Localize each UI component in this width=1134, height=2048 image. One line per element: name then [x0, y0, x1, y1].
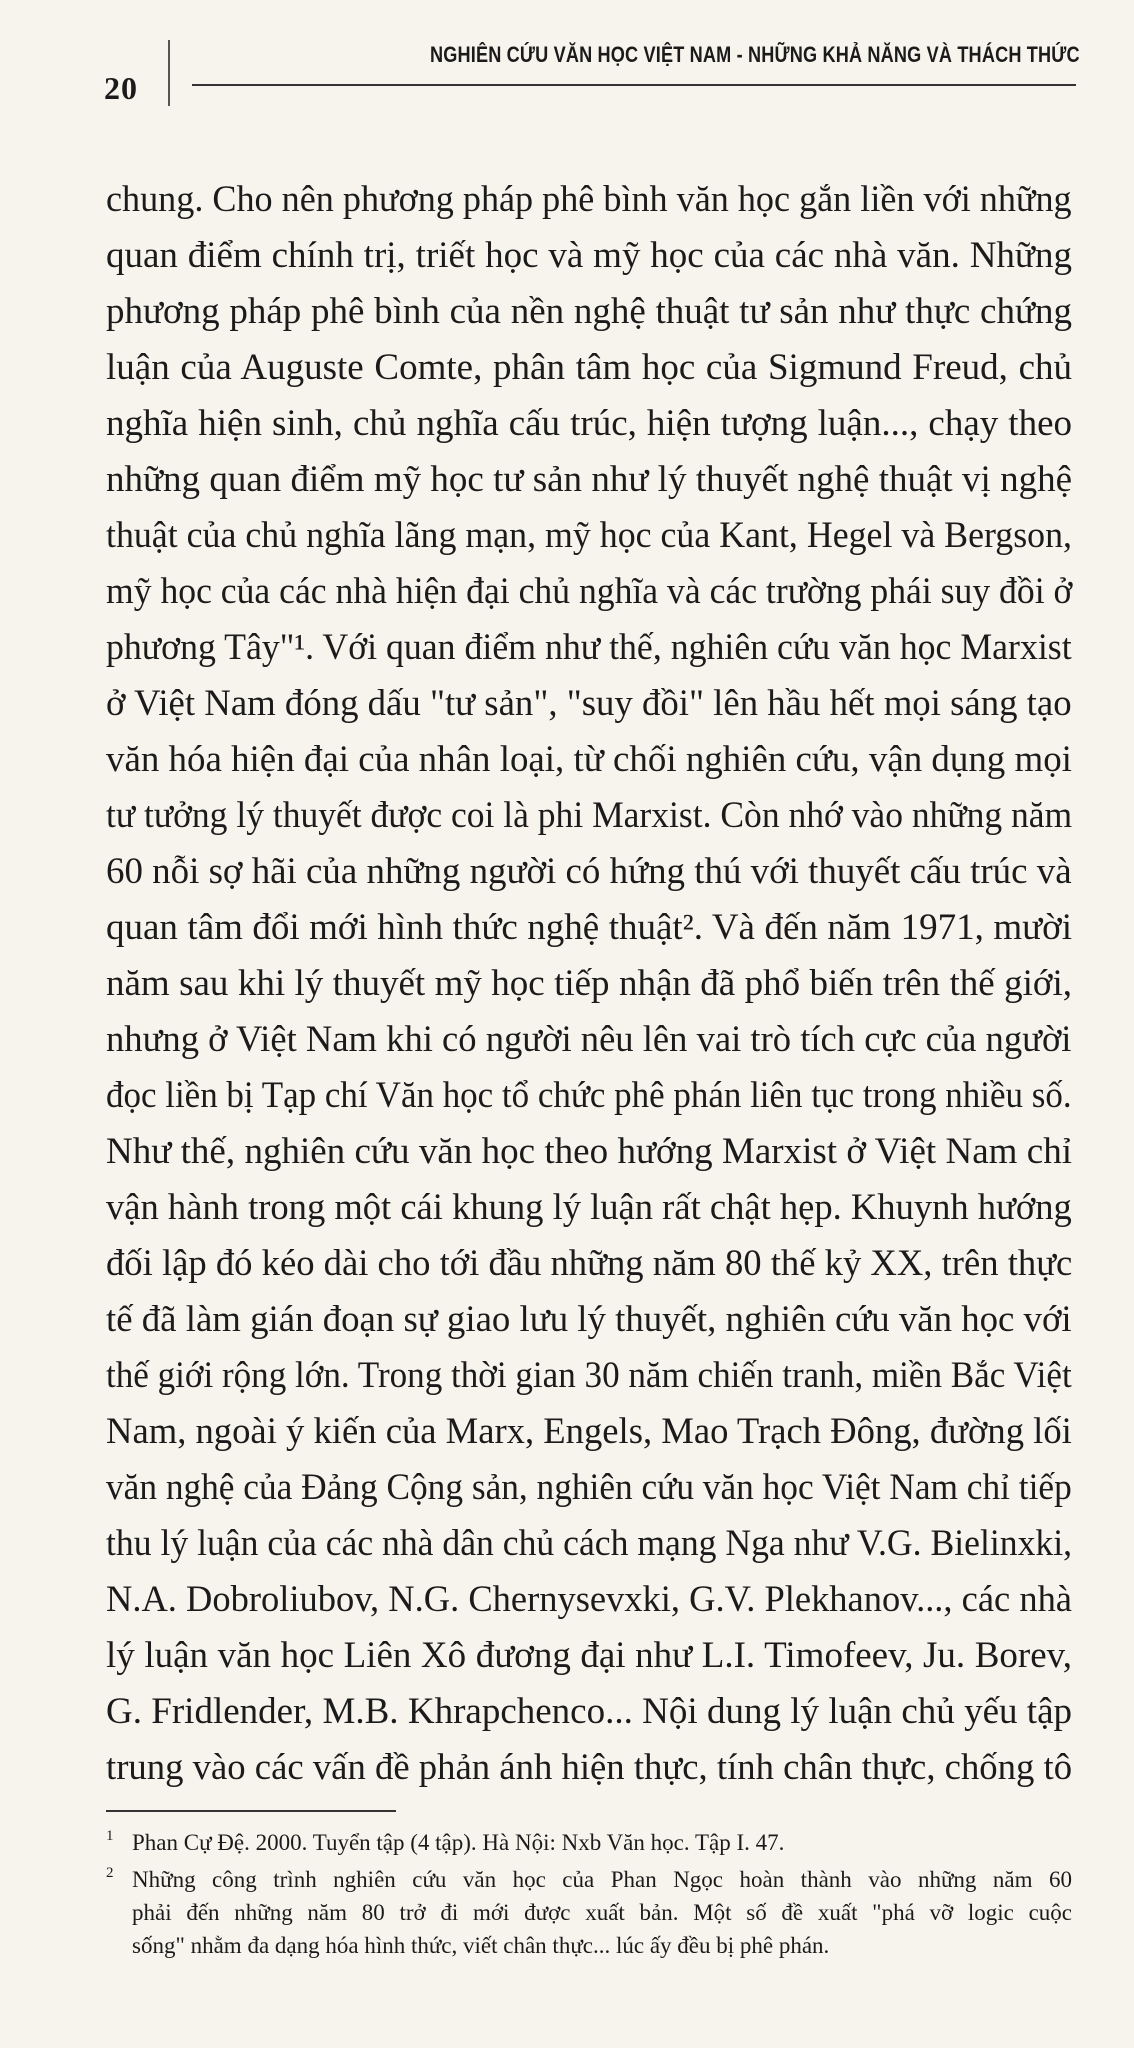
text-line: Nam, ngoài ý kiến của Marx, Engels, Mao Trạch Đông, đường lối	[106, 1411, 1072, 1452]
text-line: N.A. Dobroliubov, N.G. Chernysevxki, G.V. Plekhanov..., các nhà	[106, 1579, 1073, 1620]
text-line: nghĩa hiện sinh, chủ nghĩa cấu trúc, hiện tượng luận..., chạy theo	[106, 403, 1072, 444]
text-line: mỹ học của các nhà hiện đại chủ nghĩa và các trường phái suy đồi ở	[106, 571, 1073, 612]
text-line: thu lý luận của các nhà dân chủ cách mạng Nga như V.G. Bielinxki,	[106, 1523, 1073, 1564]
text-line: phương pháp phê bình của nền nghệ thuật tư sản như thực chứng	[106, 291, 1072, 332]
text-line: quan điểm chính trị, triết học và mỹ học của các nhà văn. Những	[106, 235, 1072, 276]
text-line: G. Fridlender, M.B. Khrapchenco... Nội dung lý luận chủ yếu tập	[106, 1691, 1072, 1732]
footnote-mark: 1	[106, 1828, 114, 1844]
running-title: NGHIÊN CỨU VĂN HỌC VIỆT NAM - NHỮNG KHẢ NĂNG VÀ THÁCH THỨC	[430, 42, 1080, 67]
text-line: vận hành trong một cái khung lý luận rất chật hẹp. Khuynh hướng	[106, 1187, 1072, 1228]
text-line: thuật của chủ nghĩa lãng mạn, mỹ học của Kant, Hegel và Bergson,	[106, 515, 1072, 556]
text-line: đối lập đó kéo dài cho tới đầu những năm 80 thế kỷ XX, trên thực	[106, 1243, 1073, 1284]
text-line: văn nghệ của Đảng Cộng sản, nghiên cứu văn học Việt Nam chỉ tiếp	[106, 1467, 1072, 1508]
text-line: nhưng ở Việt Nam khi có người nêu lên vai trò tích cực của người	[106, 1019, 1072, 1060]
text-line: tế đã làm gián đoạn sự giao lưu lý thuyết, nghiên cứu văn học với	[106, 1299, 1072, 1340]
text-line: năm sau khi lý thuyết mỹ học tiếp nhận đã phổ biến trên thế giới,	[106, 963, 1072, 1004]
text-line: quan tâm đổi mới hình thức nghệ thuật². Và đến năm 1971, mười	[106, 907, 1072, 948]
text-line: tư tưởng lý thuyết được coi là phi Marxist. Còn nhớ vào những năm	[106, 795, 1073, 836]
text-line: thế giới rộng lớn. Trong thời gian 30 năm chiến tranh, miền Bắc Việt	[106, 1355, 1072, 1396]
footnote-mark: 2	[106, 1865, 114, 1881]
header-vertical-divider	[168, 40, 170, 106]
page-number: 20	[104, 70, 138, 106]
text-line: luận của Auguste Comte, phân tâm học của Sigmund Freud, chủ	[106, 347, 1072, 388]
header-rule	[192, 84, 1076, 86]
text-line: những quan điểm mỹ học tư sản như lý thuyết nghệ thuật vị nghệ	[106, 459, 1072, 500]
text-line: đọc liền bị Tạp chí Văn học tổ chức phê phán liên tục trong nhiều số.	[106, 1075, 1072, 1116]
text-line: lý luận văn học Liên Xô đương đại như L.I. Timofeev, Ju. Borev,	[106, 1635, 1072, 1676]
text-line: chung. Cho nên phương pháp phê bình văn học gắn liền với những	[106, 179, 1072, 220]
text-line: văn hóa hiện đại của nhân loại, từ chối nghiên cứu, vận dụng mọi	[106, 739, 1072, 780]
footnote-line: sống" nhằm đa dạng hóa hình thức, viết chân thực... lúc ấy đều bị phê phán.	[132, 1933, 830, 1958]
footnote-line: Phan Cự Đệ. 2000. Tuyển tập (4 tập). Hà Nội: Nxb Văn học. Tập I. 47.	[132, 1830, 785, 1855]
text-line: Như thế, nghiên cứu văn học theo hướng Marxist ở Việt Nam chỉ	[106, 1131, 1072, 1172]
text-line: trung vào các vấn đề phản ánh hiện thực, tính chân thực, chống tô	[106, 1747, 1073, 1788]
main-text	[106, 172, 1072, 1796]
text-line: ở Việt Nam đóng dấu "tư sản", "suy đồi" lên hầu hết mọi sáng tạo	[106, 683, 1072, 724]
footnote-line: Những công trình nghiên cứu văn học của Phan Ngọc hoàn thành vào những năm 60	[132, 1867, 1072, 1892]
page-header	[0, 0, 1134, 110]
footnotes	[106, 1826, 1072, 1966]
footnote-2	[106, 1863, 1072, 1962]
text-line: phương Tây"¹. Với quan điểm như thế, nghiên cứu văn học Marxist	[106, 627, 1072, 668]
text-line: 60 nỗi sợ hãi của những người có hứng thú với thuyết cấu trúc và	[106, 851, 1072, 892]
footnote-line: phải đến những năm 80 trở đi mới được xuất bản. Một số đề xuất "phá vỡ logic cuộc	[132, 1900, 1072, 1925]
footnote-1	[106, 1826, 1072, 1859]
footnote-separator	[106, 1810, 396, 1812]
